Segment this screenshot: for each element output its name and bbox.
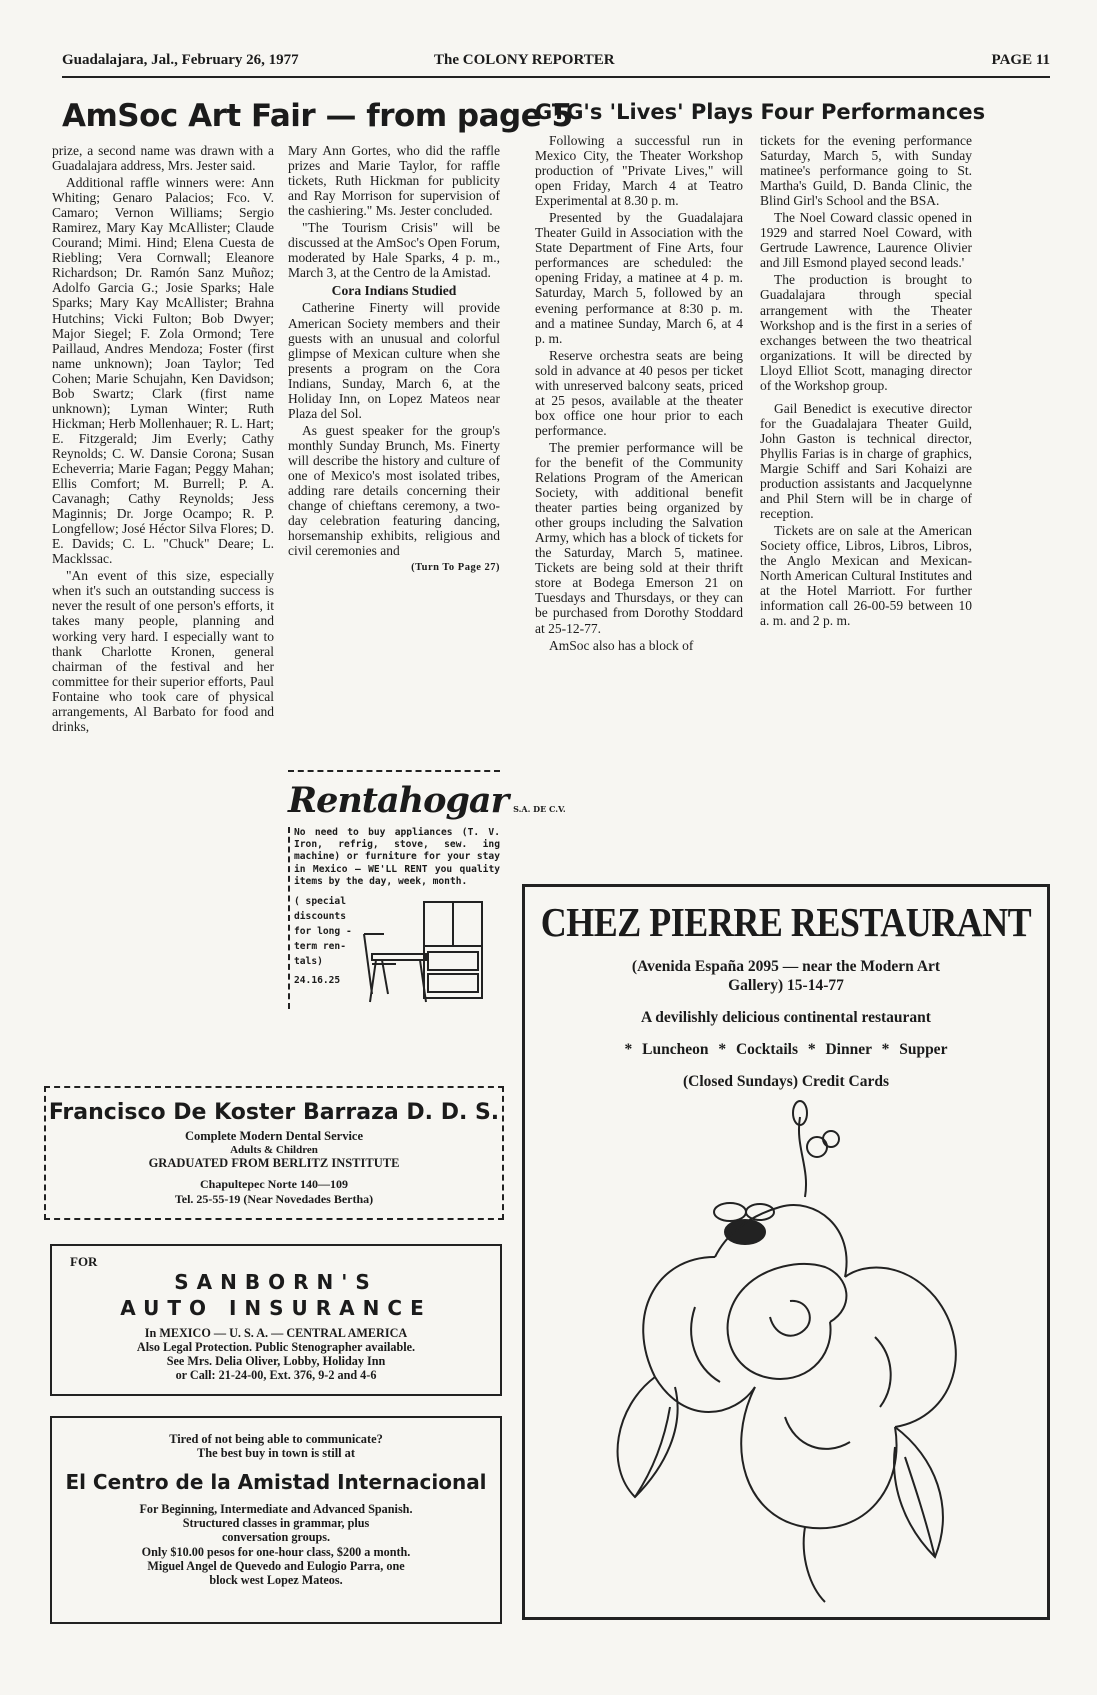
gtg-paragraph: Tickets are on sale at the American Society office, Libros, Libros, Libros, the Anglo Mexican and Mexican-North American Cultural Institutes and at the Hotel Marriott. For further information call 26-00-59 between 10 a. m. and 2 p. m. [760,523,972,629]
gtg-column-1 [535,133,743,655]
gtg-paragraph: The premier performance will be for the benefit of the Community Relations Program of the American Society, with additional benefit theater parties being organized by other groups including the Salvation Army, which has a block of tickets for the Saturday, March 5, matinee. Tickets are being sold at their thrift store at Bodega Emerson 21 on Tuesdays and Thursdays, or they can be purchased from Dorothy Stoddard at 25-12-77. [535,439,743,636]
amsoc-paragraph: As guest speaker for the group's monthly Sunday Brunch, Ms. Finerty will describe the history and culture of one of Mexico's most isolated tribes, adding rare details concerning their change of chieftans ceremony, a two-day celebration featuring dancing, horsemanship exhibits, religious and civil ceremonies and [288,422,500,559]
turn-to-page: (Turn To Page 27) [411,562,500,574]
rentahogar-text: No need to buy appliances (T. V. Iron, refrig, stove, sew. ing machine) or furniture for your stay in Mexico — WE'LL RENT you quality items by the day, week, month. [294,827,500,887]
sanborn-title-2: AUTO INSURANCE [120,1296,432,1320]
gtg-paragraph: The production is brought to Guadalajara through special arrangement with the Theater Workshop and is the first in a series of exchanges between the two theatrical organizations. It will be directed by Lloyd Elliot Scott, managing director of the Workshop group. [760,272,972,393]
rentahogar-special-line: ( special [294,896,346,908]
gtg-paragraph: Following a successful run in Mexico City, the Theater Workshop production of "Private Lives," will open Friday, March 4 at Teatro Experimental at 8.30 p. m. [535,133,743,209]
flower-illustration [595,1087,995,1607]
centro-line: Structured classes in grammar, plus [182,1516,370,1531]
sanborn-for: FOR [70,1254,98,1269]
amsoc-paragraph: "An event of this size, especially when it's such an outstanding success is never the result of one person's efforts, it takes many people, planning and working very hard. I especially want to thank Charlotte Kronen, general chairman of the festival and her committee for their superior efforts, Paul Fontaine who took care of physical arrangements, Al Barbato for food and drinks, [52,568,274,734]
gtg-column-2 [760,133,972,631]
koster-line: Complete Modern Dental Service [184,1129,364,1143]
sanborn-ad [50,1244,502,1396]
rentahogar-phone: 24.16.25 [294,975,341,987]
cora-subhead: Cora Indians Studied [331,283,457,299]
rentahogar-special-line: term ren- [294,941,346,953]
koster-name: Francisco De Koster Barraza D. D. S. [48,1100,500,1125]
masthead-date: Guadalajara, Jal., February 26, 1977 [62,52,299,68]
gtg-paragraph: tickets for the evening performance Saturday, March 5, with Sunday matinee's performance going to St. Martha's Guild, D. Banda Clinic, the Blind Girl's School and the BSA. [760,133,972,209]
koster-line: GRADUATED FROM BERLITZ INSTITUTE [148,1156,400,1170]
rentahogar-logo: Rentahogar [288,780,509,821]
masthead [62,52,1052,74]
rentahogar-special-line: discounts [294,911,346,923]
masthead-rule [62,76,1050,78]
rentahogar-special-line: tals) [294,956,323,968]
centro-line: Miguel Angel de Quevedo and Eulogio Parra, one [147,1558,405,1573]
centro-line: For Beginning, Intermediate and Advanced Spanish. [139,1502,413,1516]
chez-closed: (Closed Sundays) Credit Cards [683,1073,889,1090]
sanborn-line: See Mrs. Delia Oliver, Lobby, Holiday Inn [166,1354,386,1368]
chez-address: (Avenida España 2095 — near the Modern Art [631,958,941,975]
amsoc-paragraph: Mary Ann Gortes, who did the raffle prizes and Marie Taylor, for raffle tickets, Ruth Hickman for publicity and Ray Morrison for supervision of the cashiering." Ms. Jester concluded. [288,143,500,219]
chez-tagline: A devilishly delicious continental restaurant [641,1009,931,1026]
rentahogar-suffix: S.A. DE C.V. [513,804,566,814]
gtg-paragraph: AmSoc also has a block of [549,637,694,653]
centro-line: conversation groups. [221,1530,331,1545]
amsoc-paragraph: prize, a second name was drawn with a Guadalajara address, Mrs. Jester said. [52,143,274,174]
sanborn-line: In MEXICO — U. S. A. — CENTRAL AMERICA [144,1326,408,1340]
gtg-paragraph: Reserve orchestra seats are being sold in advance at 40 pesos per ticket with unreserved balcony seats, priced at 25 pesos, available at the theater box office one hour prior to each performance. [535,347,743,438]
chez-pierre-ad [522,884,1050,1620]
centro-title: El Centro de la Amistad Internacional [65,1470,487,1494]
centro-line: The best buy in town is still at [196,1446,355,1460]
masthead-paper-name: The COLONY REPORTER [434,52,615,68]
furniture-illustration [362,894,492,1009]
gtg-paragraph: Presented by the Guadalajara Theater Guild in Association with the State Department of Fine Arts, four performances are scheduled: the opening Friday, a matinee at 4 p. m. Saturday, March 5, followed by an evening performance at 8:30 p. m. and a matinee Sunday, March 6, at 4 p. m. [535,210,743,346]
sanborn-title-1: SANBORN'S [174,1270,378,1294]
gtg-paragraph: Gail Benedict is executive director for the Guadalajara Theater Guild, John Gaston is technical director, Phyllis Farias is in charge of graphics, Margie Schiff and Sari Kohaizi are production assistants and Jacquelynne and Phil Stern will be in charge of reception. [760,400,972,522]
amsoc-headline: AmSoc Art Fair — from page 5 [62,98,573,134]
rentahogar-ad [288,770,566,1070]
amsoc-column-2 [288,143,500,575]
masthead-page-number: PAGE 11 [991,52,1050,68]
koster-line: Tel. 25-55-19 (Near Novedades Bertha) [174,1192,374,1206]
centro-line: block west Lopez Mateos. [209,1573,343,1588]
chez-title: CHEZ PIERRE RESTAURANT [540,899,1032,945]
gtg-headline: GTG's 'Lives' Plays Four Performances [535,100,986,124]
koster-line: Adults & Children [230,1144,318,1156]
centro-line: Tired of not being able to communicate? [169,1432,383,1446]
amsoc-paragraph: "The Tourism Crisis" will be discussed at the AmSoc's Open Forum, moderated by Hale Sparks, 4 p. m., March 3, at the Centro de la Amistad. [288,220,500,281]
amsoc-paragraph: Catherine Finerty will provide American Society members and their guests with an unusual and colorful glimpse of Mexican culture when she presents a program on the Cora Indians, Sunday, March 6, at the Holiday Inn, on Lopez Mateos near Plaza del Sol. [288,300,500,421]
centro-line: Only $10.00 pesos for one-hour class, $200 a month. [141,1544,411,1559]
chez-menu: * Luncheon * Cocktails * Dinner * Supper [624,1041,948,1058]
amsoc-column-1 [52,143,274,736]
chez-address: Gallery) 15-14-77 [728,977,844,994]
rentahogar-special-line: for long - [294,926,352,938]
amsoc-paragraph: Additional raffle winners were: Ann Whiting; Genaro Palacios; Fco. V. Camaro; Vernon Williams; Sergio Ramirez, Mary Kay McAllister; Claude Courand; Mimi. Hind; Elena Cuesta de Riebling; Vera Cornwall; Eleanore Richardson; Dr. Ramón Sanz Muñoz; Adolfo Garcia G.; Josie Sparks; Hale Sparks; Mary Kay McAllister; Brahna Hutchins; Vicki Fulton; Bob Dwyer; Major Siegel; F. Zola Ormond; Tere Paillaud, Andres Mendoza; Foster (first name unknown); Joan Taylor; Ted Cohen; Marie Schujahn, Ken Davidson; Bob Swartz; Clark (first name unknown); Lyman Winter; Ruth Hickman; Herb Mollenhauer; R. L. Hart; E. Fitzgerald; Jim Everly; Cathy Reynolds; C. W. Dansie Corona; Susan Echeverria; Marie Fagan; Peggy Mahan; Ellis Comfort; M. Burrell; P. A. Cavanagh; Cathy Reynolds; Jess Maginnis; Dr. Jorge Ocampo; R. P. Longfellow; José Héctor Silva Flores; D. E. Davids; C. L. "Chuck" Deare; L. Macklssac. [52,175,274,567]
centro-amistad-ad [50,1416,502,1624]
sanborn-line: or Call: 21-24-00, Ext. 376, 9-2 and 4-6 [175,1368,377,1382]
koster-dental-ad [44,1086,504,1220]
gtg-paragraph: The Noel Coward classic opened in 1929 and starred Noel Coward, with Gertrude Lawrence, Laurence Olivier and Jill Esmond played second leads.' [760,210,972,271]
sanborn-line: Also Legal Protection. Public Stenographer available. [136,1340,416,1354]
koster-line: Chapultepec Norte 140—109 [200,1177,348,1191]
